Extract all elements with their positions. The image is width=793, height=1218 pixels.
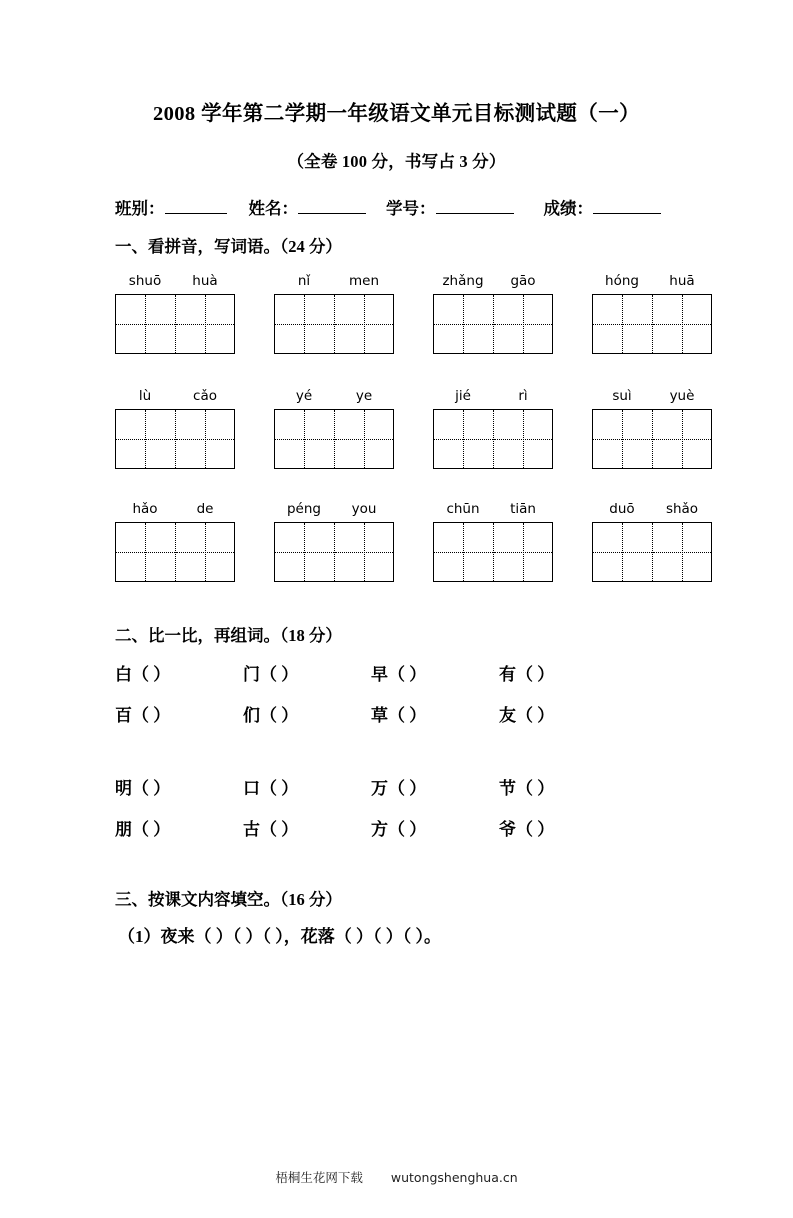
- writing-cell[interactable]: [275, 523, 334, 581]
- footer-site-name: 梧桐生花网下载: [275, 1170, 363, 1185]
- word-pair-item[interactable]: 有（ ）: [499, 665, 555, 684]
- writing-cell[interactable]: [652, 295, 711, 353]
- section-2-heading: 二、比一比，再组词。（18 分）: [115, 626, 342, 645]
- name-label: 姓名：: [248, 199, 298, 218]
- word-pair-item[interactable]: 方（ ）: [371, 820, 427, 839]
- pinyin-syllable: shǎo: [665, 501, 699, 517]
- section-1-heading: 一、看拼音，写词语。（24 分）: [115, 237, 342, 256]
- writing-cell[interactable]: [434, 295, 493, 353]
- pinyin-syllable: men: [348, 273, 379, 289]
- writing-grid[interactable]: [433, 294, 553, 354]
- student-id-label: 学号：: [386, 199, 436, 218]
- word-pair-item[interactable]: 早（ ）: [371, 665, 427, 684]
- writing-cell[interactable]: [175, 410, 234, 468]
- pinyin-syllable: lù: [138, 388, 152, 404]
- writing-cell[interactable]: [334, 410, 393, 468]
- pinyin-syllable: zhǎng: [442, 273, 484, 289]
- pinyin-syllable: duō: [609, 501, 635, 517]
- name-blank[interactable]: [298, 213, 366, 214]
- pinyin-group: [274, 273, 415, 354]
- writing-grid[interactable]: [433, 522, 553, 582]
- writing-cell[interactable]: [593, 410, 652, 468]
- word-pair-item[interactable]: 万（ ）: [371, 779, 427, 798]
- word-pair-item[interactable]: 爷（ ）: [499, 820, 555, 839]
- word-pair-item[interactable]: 古（ ）: [243, 820, 299, 839]
- writing-cell[interactable]: [652, 410, 711, 468]
- pinyin-syllable: huà: [192, 273, 218, 289]
- writing-grid[interactable]: [592, 294, 712, 354]
- word-pair-item[interactable]: 草（ ）: [371, 706, 427, 725]
- word-pair-item[interactable]: 明（ ）: [115, 779, 171, 798]
- pinyin-syllable: tiān: [510, 501, 536, 517]
- pinyin-syllable: rì: [518, 388, 528, 404]
- writing-cell[interactable]: [434, 410, 493, 468]
- writing-cell[interactable]: [116, 410, 175, 468]
- writing-grid[interactable]: [433, 409, 553, 469]
- pinyin-syllable: hǎo: [132, 501, 158, 517]
- pinyin-syllable: you: [351, 501, 377, 517]
- word-pair-row: [60, 701, 733, 726]
- pinyin-syllable: huā: [669, 273, 695, 289]
- word-pair-item[interactable]: 节（ ）: [499, 779, 555, 798]
- footer: [0, 1168, 793, 1186]
- pinyin-group: [115, 273, 256, 354]
- class-label: 班别：: [115, 199, 165, 218]
- pinyin-group: [274, 388, 415, 469]
- pinyin-syllable: yuè: [669, 388, 695, 404]
- writing-cell[interactable]: [116, 523, 175, 581]
- writing-cell[interactable]: [334, 295, 393, 353]
- word-pair-row: [60, 660, 733, 685]
- class-blank[interactable]: [165, 213, 227, 214]
- word-pair-row: [60, 815, 733, 840]
- writing-cell[interactable]: [493, 523, 552, 581]
- writing-cell[interactable]: [434, 523, 493, 581]
- writing-grid[interactable]: [592, 522, 712, 582]
- word-pair-row: [60, 774, 733, 799]
- writing-cell[interactable]: [175, 523, 234, 581]
- pinyin-group: [592, 273, 733, 354]
- pinyin-group: [115, 388, 256, 469]
- writing-cell[interactable]: [493, 295, 552, 353]
- writing-cell[interactable]: [275, 295, 334, 353]
- pinyin-syllable: nǐ: [297, 273, 311, 289]
- word-pair-item[interactable]: 朋（ ）: [115, 820, 171, 839]
- pinyin-syllable: cǎo: [193, 388, 217, 404]
- writing-cell[interactable]: [334, 523, 393, 581]
- word-pair-item[interactable]: 友（ ）: [499, 706, 555, 725]
- writing-cell[interactable]: [275, 410, 334, 468]
- pinyin-row-1: [60, 273, 733, 354]
- footer-site-url: wutongshenghua.cn: [390, 1170, 518, 1185]
- word-pair-item[interactable]: 口（ ）: [243, 779, 299, 798]
- pinyin-syllable: de: [196, 501, 214, 517]
- pinyin-row-3: [60, 501, 733, 582]
- writing-cell[interactable]: [652, 523, 711, 581]
- pinyin-syllable: hóng: [605, 273, 639, 289]
- word-pair-item[interactable]: 白（ ）: [115, 665, 171, 684]
- score-label: 成绩：: [543, 199, 593, 218]
- pinyin-syllable: suì: [612, 388, 632, 404]
- writing-grid[interactable]: [115, 522, 235, 582]
- section-3-heading: 三、按课文内容填空。（16 分）: [115, 890, 342, 909]
- writing-grid[interactable]: [115, 409, 235, 469]
- pinyin-group: [433, 388, 574, 469]
- fill-in-line[interactable]: （1）夜来（ ）（ ）（ ），花落（ ）（ ）（ ）。: [118, 927, 441, 946]
- writing-cell[interactable]: [593, 523, 652, 581]
- page-title: 2008 学年第二学期一年级语文单元目标测试题（一）: [152, 103, 641, 125]
- writing-grid[interactable]: [274, 294, 394, 354]
- writing-grid[interactable]: [115, 294, 235, 354]
- pinyin-group: [433, 501, 574, 582]
- pinyin-row-2: [60, 388, 733, 469]
- pinyin-syllable: gāo: [510, 273, 536, 289]
- pinyin-syllable: yé: [295, 388, 313, 404]
- writing-grid[interactable]: [592, 409, 712, 469]
- word-pair-item[interactable]: 门（ ）: [243, 665, 299, 684]
- pinyin-group: [433, 273, 574, 354]
- pinyin-group: [274, 501, 415, 582]
- writing-cell[interactable]: [175, 295, 234, 353]
- pinyin-group: [115, 501, 256, 582]
- student-info-line: [60, 195, 733, 219]
- writing-grid[interactable]: [274, 409, 394, 469]
- pinyin-group: [592, 388, 733, 469]
- student-id-blank[interactable]: [436, 213, 514, 214]
- pinyin-syllable: shuō: [128, 273, 162, 289]
- writing-cell[interactable]: [116, 295, 175, 353]
- score-blank[interactable]: [593, 213, 661, 214]
- pinyin-group: [592, 501, 733, 582]
- pinyin-syllable: chūn: [446, 501, 480, 517]
- exam-paper-page: [0, 96, 793, 1218]
- page-subtitle: （全卷 100 分，书写占 3 分）: [287, 152, 506, 171]
- pinyin-syllable: jié: [455, 388, 471, 404]
- pinyin-syllable: péng: [286, 501, 321, 517]
- pinyin-syllable: ye: [355, 388, 373, 404]
- word-pair-item[interactable]: 们（ ）: [243, 706, 299, 725]
- writing-cell[interactable]: [593, 295, 652, 353]
- writing-grid[interactable]: [274, 522, 394, 582]
- writing-cell[interactable]: [493, 410, 552, 468]
- word-pair-item[interactable]: 百（ ）: [115, 706, 171, 725]
